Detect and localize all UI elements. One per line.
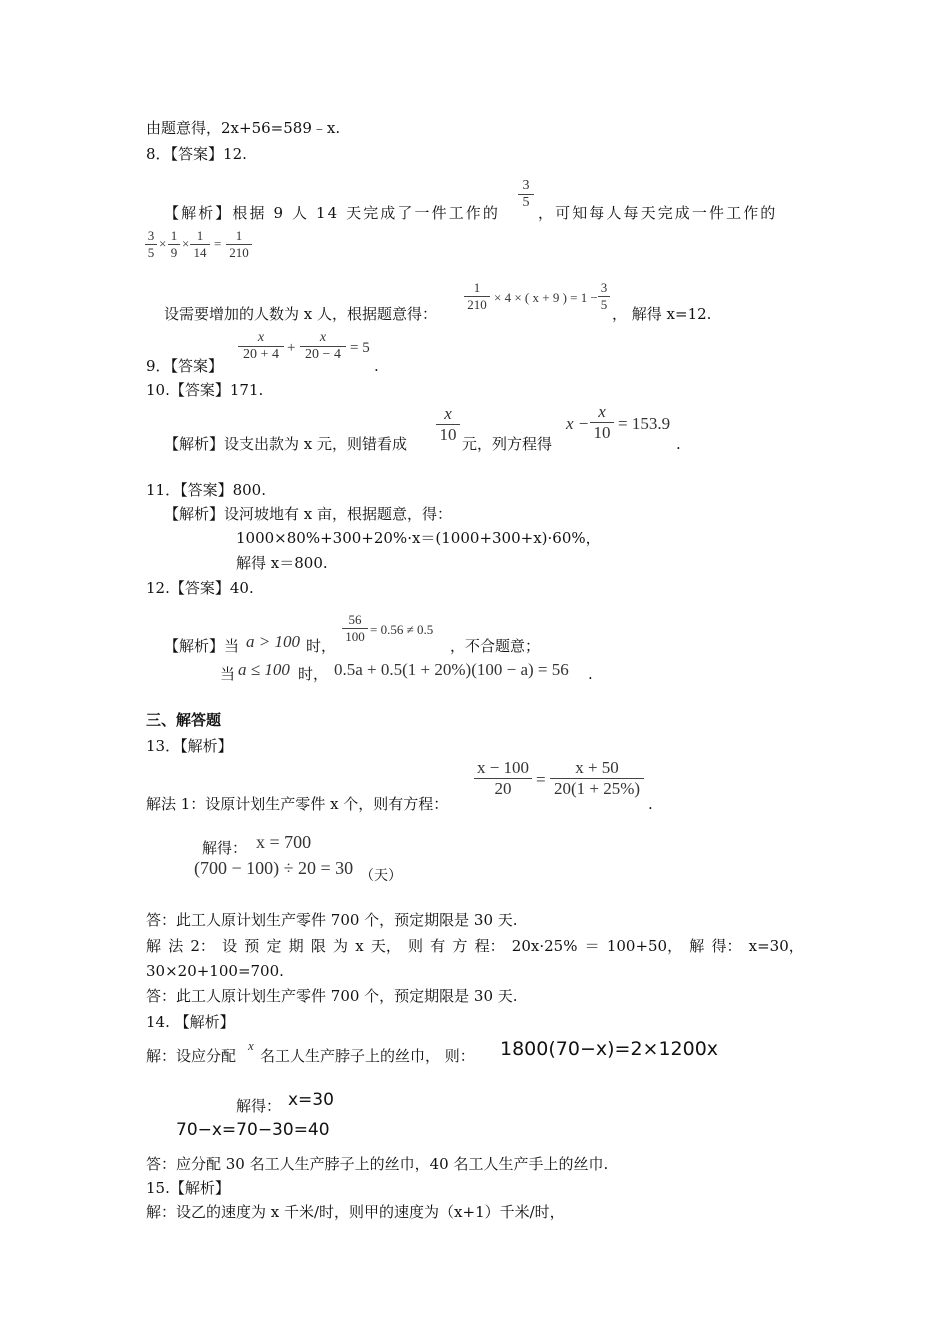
equation-9-rhs: = 5 — [350, 340, 370, 356]
equals-sign: = — [214, 236, 222, 251]
word: 则 — [408, 937, 424, 955]
answer-8: 8．【答案】12. — [146, 145, 247, 163]
fraction: 1 9 — [168, 228, 180, 261]
method-1: 解法 1：设原计划生产零件 x 个，则有方程： — [146, 795, 449, 813]
fraction: 1 210 — [226, 228, 252, 261]
fraction: 1 14 — [190, 228, 210, 261]
analysis-10-part2: 元，列方程得 — [462, 435, 553, 453]
word: 20x·25% — [511, 937, 578, 955]
solution-11: 解得 x＝800. — [236, 554, 328, 572]
analysis-8-part1: 【解析】根据 9 人 14 天完成了一件工作的 — [164, 204, 501, 222]
equation-10-lhs: x − — [566, 414, 590, 433]
text-line: 由题意得，2x+56=589﹣x. — [146, 119, 341, 137]
analysis-15: 解：设乙的速度为 x 千米/时，则甲的速度为（x+1）千米/时， — [146, 1203, 565, 1221]
word: 得： — [711, 937, 742, 955]
equation-14: 1800(70−x)=2×1200x — [500, 1038, 719, 1060]
method-2-line2: 30×20+100=700. — [146, 962, 284, 980]
word: 设 — [222, 937, 238, 955]
fraction: x + 50 20(1 + 25%) — [550, 758, 644, 799]
word: ＝ — [584, 937, 600, 955]
equation-8: × 4 × ( x + 9 ) = 1 − — [494, 290, 598, 305]
word: 为 — [333, 937, 349, 955]
word: 解 — [689, 937, 705, 955]
equals-sign: = — [536, 770, 546, 789]
equation-10-rhs: = 153.9 — [618, 414, 671, 433]
period: . — [588, 665, 593, 683]
fraction: 3 5 — [598, 280, 610, 313]
fraction: 3 5 — [145, 228, 157, 261]
unit-day: （天） — [360, 868, 402, 884]
method-2 — [146, 936, 804, 956]
analysis-8-part2: ，可知每人每天完成一件工作的 — [538, 204, 778, 222]
answer-12: 12.【答案】40. — [146, 579, 254, 597]
analysis-8-line2: 设需要增加的人数为 x 人，根据题意得： — [164, 305, 437, 323]
analysis-12-line2-part1: 当 — [220, 665, 236, 683]
answer-13b: 答：此工人原计划生产零件 700 个，预定期限是 30 天. — [146, 987, 518, 1005]
problem-13: 13．【解析】 — [146, 737, 233, 755]
condition-a-gt-100: a > 100 — [246, 632, 300, 651]
plus-sign: + — [287, 340, 296, 356]
fraction-56-100: 56 100 — [342, 612, 368, 645]
analysis-12-part2: 时， — [306, 637, 337, 655]
word: 天， — [370, 937, 401, 955]
fraction: x − 100 20 — [474, 758, 532, 799]
analysis-12-part3: ，不合题意； — [450, 637, 541, 655]
answer-13a: 答：此工人原计划生产零件 700 个，预定期限是 30 天. — [146, 911, 518, 929]
solution-label: 解得： — [202, 839, 248, 857]
word: 法 — [168, 937, 184, 955]
word: 100+50， — [606, 937, 683, 955]
equation-12-compare: = 0.56 ≠ 0.5 — [370, 622, 434, 637]
analysis-14-part1: 解：设应分配 — [146, 1047, 237, 1065]
problem-14: 14. 【解析】 — [146, 1013, 235, 1031]
solution-13: x = 700 — [256, 832, 312, 852]
fraction: x 20 + 4 — [238, 330, 284, 363]
answer-14: 答：应分配 30 名工人生产脖子上的丝巾，40 名工人生产手上的丝巾. — [146, 1155, 609, 1173]
period: . — [676, 435, 681, 453]
analysis-10-part1: 【解析】设支出款为 x 元，则错看成 — [164, 435, 407, 453]
fraction-3-5: 3 5 — [518, 178, 534, 211]
answer-10: 10.【答案】171. — [146, 381, 264, 399]
times-sign: × — [159, 236, 167, 251]
word: x — [355, 937, 364, 955]
fraction-x-10: x 10 — [436, 404, 460, 445]
word: 定 — [266, 937, 282, 955]
word: 2： — [190, 937, 215, 955]
word: x=30， — [748, 937, 804, 955]
word: 有 — [430, 937, 446, 955]
variable-x: x — [248, 1038, 254, 1053]
problem-15: 15.【解析】 — [146, 1179, 230, 1197]
condition-a-le-100: a ≤ 100 — [238, 660, 290, 679]
period: . — [648, 795, 653, 813]
times-sign: × — [182, 236, 190, 251]
equation-11: 1000×80%+300+20%·x＝(1000+300+x)·60%， — [236, 529, 601, 547]
answer-9: 9．【答案】 — [146, 357, 224, 375]
fraction: 1 210 — [464, 280, 490, 313]
period: . — [374, 357, 379, 375]
answer-11: 11．【答案】800. — [146, 481, 266, 499]
word: 方 — [452, 937, 468, 955]
solution-label: 解得： — [236, 1097, 282, 1115]
fraction: x 10 — [590, 402, 614, 443]
analysis-11: 【解析】设河坡地有 x 亩，根据题意，得： — [164, 505, 452, 523]
analysis-12-part1: 【解析】当 — [164, 637, 240, 655]
equation-12: 0.5a + 0.5(1 + 20%)(100 − a) = 56 — [334, 660, 569, 679]
calculation-13: (700 − 100) ÷ 20 = 30 — [194, 858, 354, 878]
word: 程： — [474, 937, 505, 955]
word: 预 — [244, 937, 260, 955]
analysis-14-part2: 名工人生产脖子上的丝巾， 则： — [260, 1047, 475, 1065]
calculation-14: 70−x=70−30=40 — [176, 1120, 330, 1140]
section-heading: 三、解答题 — [146, 711, 222, 729]
word: 期 — [288, 937, 304, 955]
analysis-8-line2-end: ， 解得 x=12. — [612, 305, 712, 323]
analysis-12-line2-part2: 时， — [298, 665, 329, 683]
word: 限 — [310, 937, 326, 955]
solution-14: x=30 — [288, 1090, 334, 1110]
word: 解 — [146, 937, 162, 955]
fraction: x 20 − 4 — [300, 330, 346, 363]
